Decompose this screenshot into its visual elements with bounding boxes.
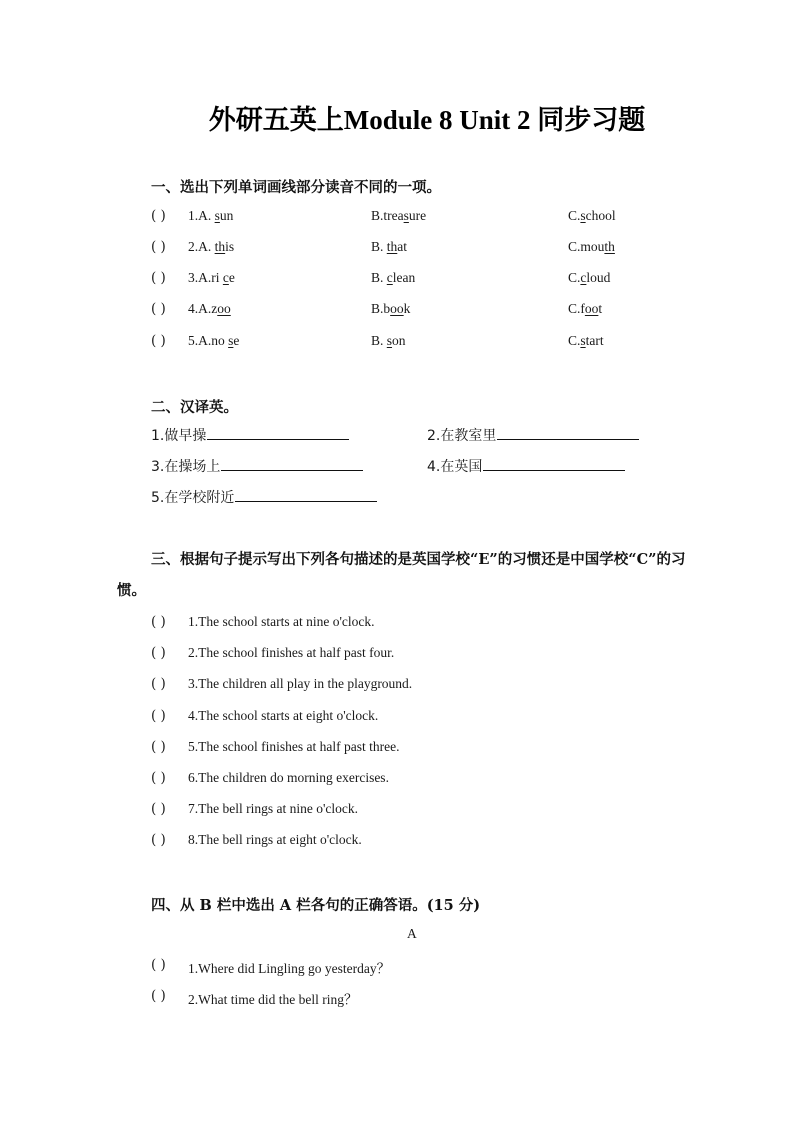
answer-blank[interactable] [235,488,377,502]
option-text: chool [585,208,616,223]
underlined-letters: s [580,208,586,223]
translation-item-label: 1.做早操 [151,428,207,444]
underlined-letters: s [403,208,409,223]
underlined-letters: c [580,270,587,285]
question-item: 2.The school finishes at half past four. [188,645,395,660]
option-text: lean [392,270,416,285]
choice-option-c [568,270,610,286]
translation-item [427,425,639,445]
option-text: B. [371,239,387,254]
choice-option-a [188,301,231,317]
answer-paren[interactable]: ( ) [151,708,166,724]
answer-blank[interactable] [207,426,349,440]
option-text: B.trea [371,208,404,223]
option-text: is [225,239,235,254]
choice-option-c [568,333,604,349]
question-item: 1.Where did Lingling go yesterday？ [188,961,391,976]
answer-blank[interactable] [221,457,363,471]
translation-item [151,425,349,445]
option-text: C.f [568,301,585,316]
answer-paren[interactable]: ( ) [151,208,166,224]
answer-paren[interactable]: ( ) [151,739,166,755]
option-text: 3.A.ri [188,270,223,285]
translation-item-label: 3.在操场上 [151,459,221,475]
section-2-heading: 二、汉译英。 [151,399,238,416]
underlined-letters: oo [584,301,599,316]
option-text: 5.A.no [188,333,229,348]
underlined-letters: s [580,333,586,348]
choice-option-b [371,333,406,349]
answer-paren[interactable]: ( ) [151,676,166,692]
underlined-letters: oo [390,301,404,316]
page-title: 外研五英上Module 8 Unit 2 同步习题 [208,105,646,135]
choice-option-a [188,208,233,224]
choice-option-a [188,333,239,349]
answer-blank[interactable] [497,426,639,440]
section-3-heading: 三、根据句子提示写出下列各句描述的是英国学校“E”的习惯还是中国学校“C”的习惯。 [117,551,686,599]
option-text: e [233,333,240,348]
option-text: 2.A. [188,239,215,254]
underlined-letters: s [386,333,393,348]
option-text: tart [585,333,604,348]
option-text: C. [568,270,581,285]
underlined-letters: c [386,270,393,285]
translation-item-label: 2.在教室里 [427,428,497,444]
option-text: t [598,301,603,316]
question-item: 6.The children do morning exercises. [188,770,389,785]
option-text: C.mou [568,239,605,254]
option-text: e [228,270,235,285]
question-item: 2.What time did the bell ring？ [188,992,358,1007]
answer-paren[interactable]: ( ) [151,801,166,817]
option-text: B. [371,333,387,348]
choice-option-b [371,270,415,286]
option-text: 4.A.z [188,301,218,316]
choice-option-c [568,208,616,224]
option-text: B. [371,270,387,285]
question-item: 1.The school starts at nine o'clock. [188,614,375,629]
option-text: 1.A. [188,208,215,223]
translation-item [151,487,377,507]
option-text: C. [568,208,581,223]
answer-paren[interactable]: ( ) [151,988,166,1004]
underlined-letters: th [604,239,615,254]
choice-option-b [371,301,410,317]
option-text: on [392,333,406,348]
option-text: at [397,239,408,254]
underlined-letters: c [222,270,229,285]
answer-paren[interactable]: ( ) [151,333,166,349]
choice-option-c [568,239,615,255]
translation-item [427,456,625,476]
answer-paren[interactable]: ( ) [151,832,166,848]
answer-paren[interactable]: ( ) [151,239,166,255]
section-4-heading: 四、从 B 栏中选出 A 栏各句的正确答语。(15 分) [151,897,481,914]
choice-option-b [371,208,426,224]
answer-paren[interactable]: ( ) [151,770,166,786]
choice-option-a [188,270,235,286]
section-1-heading: 一、选出下列单词画线部分读音不同的一项。 [151,179,441,196]
choice-option-a [188,239,234,255]
underlined-letters: th [214,239,226,254]
answer-paren[interactable]: ( ) [151,270,166,286]
question-item: 5.The school finishes at half past three. [188,739,400,754]
option-text: B.b [371,301,391,316]
translation-item-label: 5.在学校附近 [151,490,235,506]
translation-item [151,456,363,476]
question-item: 3.The children all play in the playground. [188,676,413,691]
choice-option-b [371,239,407,255]
column-label: A [407,926,417,941]
answer-paren[interactable]: ( ) [151,957,166,973]
underlined-letters: th [386,239,398,254]
option-text: un [219,208,234,223]
question-item: 4.The school starts at eight o'clock. [188,708,379,723]
option-text: C. [568,333,581,348]
answer-paren[interactable]: ( ) [151,614,166,630]
answer-blank[interactable] [483,457,625,471]
answer-paren[interactable]: ( ) [151,301,166,317]
underlined-letters: s [228,333,234,348]
option-text: ure [408,208,427,223]
option-text: loud [586,270,611,285]
question-item: 7.The bell rings at nine o'clock. [188,801,359,816]
translation-item-label: 4.在英国 [427,459,483,475]
question-item: 8.The bell rings at eight o'clock. [188,832,362,847]
option-text: k [403,301,411,316]
answer-paren[interactable]: ( ) [151,645,166,661]
underlined-letters: s [214,208,220,223]
choice-option-c [568,301,602,317]
underlined-letters: oo [217,301,231,316]
